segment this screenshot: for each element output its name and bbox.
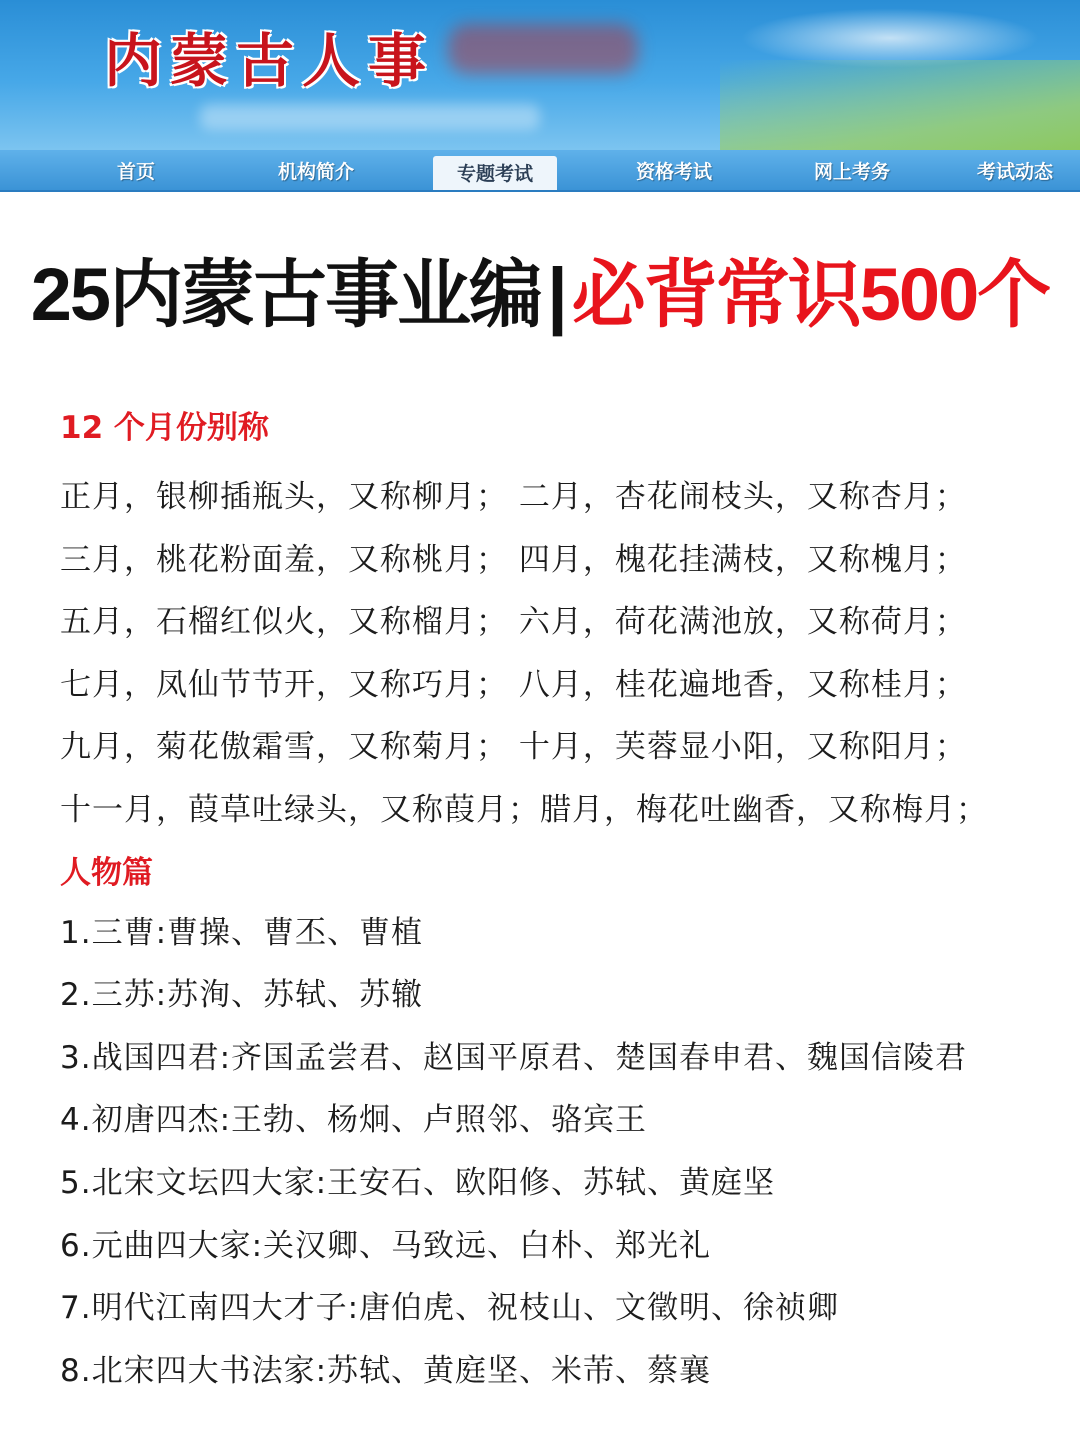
people-line: 1.三曹:曹操、曹丕、曹植	[60, 914, 424, 951]
people-line: 8.北宋四大书法家:苏轼、黄庭坚、米芾、蔡襄	[60, 1352, 712, 1389]
nav-bar	[0, 150, 1080, 192]
people-line: 6.元曲四大家:关汉卿、马致远、白朴、郑光礼	[60, 1227, 712, 1264]
title-separator: |	[547, 253, 566, 336]
people-line: 2.三苏:苏洵、苏轼、苏辙	[60, 977, 424, 1014]
section-heading-months: 12 个月份别称	[60, 410, 269, 446]
content-body	[60, 404, 1050, 1402]
people-line: 3.战国四君:齐国孟尝君、赵国平原君、楚国春申君、魏国信陵君	[60, 1039, 968, 1076]
month-line: 九月，菊花傲霜雪，又称菊月； 十月，芙蓉显小阳，又称阳月；	[60, 729, 967, 766]
people-line: 5.北宋文坛四大家:王安石、欧阳修、苏轼、黄庭坚	[60, 1164, 776, 1201]
people-line: 4.初唐四杰:王勃、杨炯、卢照邻、骆宾王	[60, 1102, 648, 1139]
people-line: 7.明代江南四大才子:唐伯虎、祝枝山、文徵明、徐祯卿	[60, 1290, 840, 1327]
nav-item-special-exam[interactable]: 专题考试	[433, 156, 557, 190]
nav-item-home[interactable]: 首页	[116, 161, 155, 183]
section-heading-people: 人物篇	[60, 854, 153, 891]
month-line: 正月，银柳插瓶头，又称柳月； 二月，杏花闹枝头，又称杏月；	[60, 479, 967, 515]
month-line: 十一月，葭草吐绿头，又称葭月；腊月，梅花吐幽香，又称梅月；	[60, 791, 988, 828]
page-title	[0, 236, 1080, 342]
banner-grass	[720, 60, 1080, 150]
month-line: 三月，桃花粉面羞，又称桃月； 四月，槐花挂满枝，又称槐月；	[60, 541, 967, 578]
title-red-part: 必背常识500个	[571, 253, 1050, 336]
nav-item-qualification-exam[interactable]: 资格考试	[635, 161, 712, 183]
site-banner	[0, 0, 1080, 150]
blurred-url	[200, 104, 540, 130]
site-logo: 内蒙古人事	[104, 27, 435, 95]
month-line: 五月，石榴红似火，又称榴月； 六月，荷花满池放，又称荷月；	[60, 604, 967, 641]
month-line: 七月，凤仙节节开，又称巧月； 八月，桂花遍地香，又称桂月；	[60, 666, 967, 703]
nav-item-about[interactable]: 机构简介	[277, 161, 354, 183]
title-black-part: 25内蒙古事业编	[30, 253, 542, 336]
blurred-logo-suffix	[448, 24, 638, 74]
banner-cloud	[740, 8, 1040, 68]
nav-item-online-affairs[interactable]: 网上考务	[813, 161, 890, 183]
nav-item-exam-news[interactable]: 考试动态	[976, 161, 1053, 183]
